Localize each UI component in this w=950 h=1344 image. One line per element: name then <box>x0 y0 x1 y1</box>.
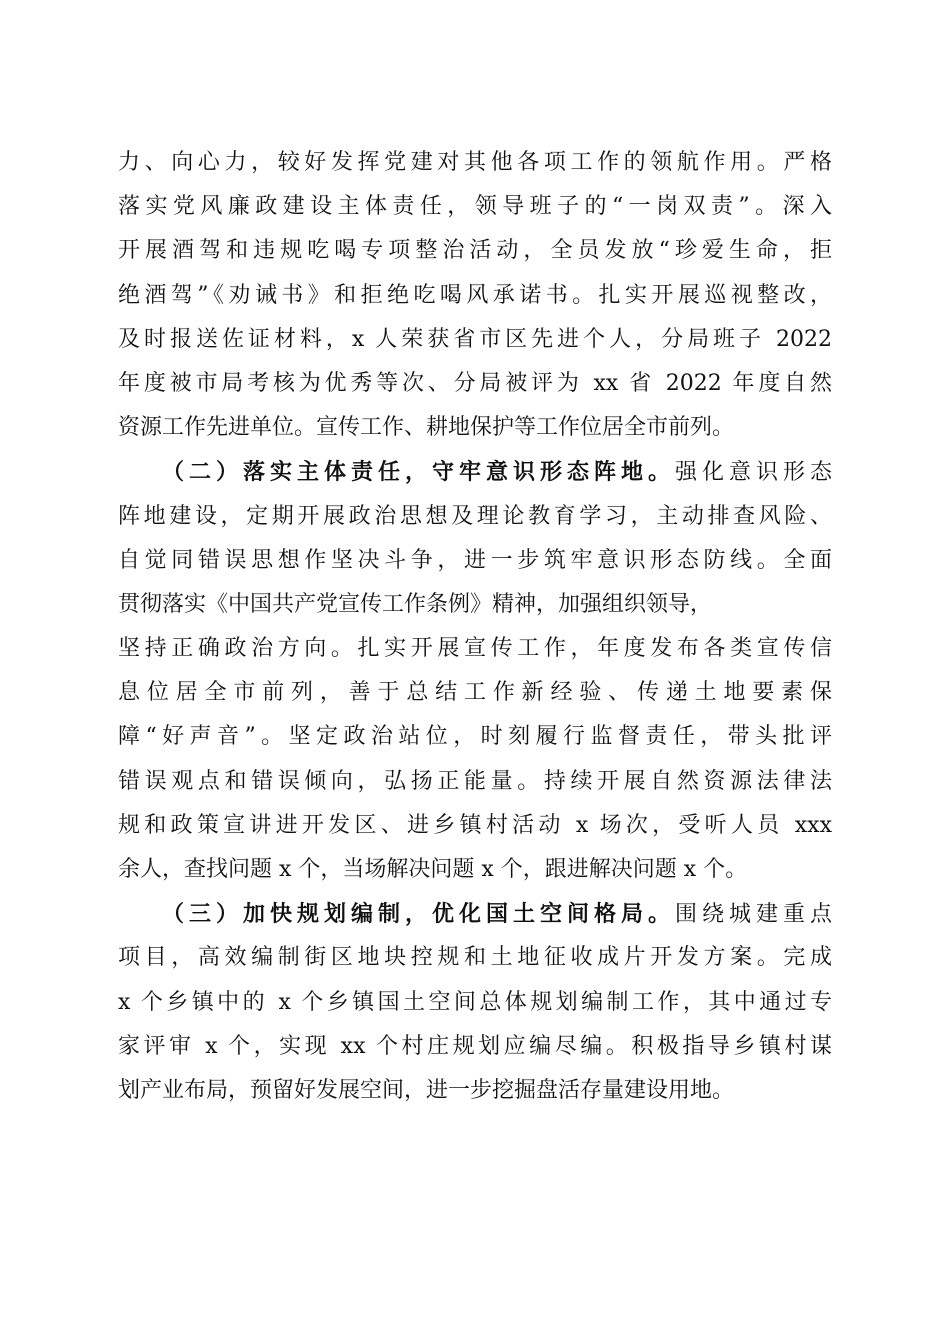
text-line: 坚持正确政治方向。扎实开展宣传工作，年度发布各类宣传信 <box>118 636 832 662</box>
text-line: 余人，查找问题 x 个，当场解决问题 x 个，跟进解决问题 x 个。 <box>118 857 748 882</box>
section-heading: （三）加快规划编制，优化国土空间格局。 <box>162 901 675 928</box>
text-line: 年度被市局考核为优秀等次、分局被评为 xx 省 2022 年度自然 <box>118 370 832 396</box>
text-line: 及时报送佐证材料，x 人荣获省市区先进个人，分局班子 2022 <box>118 326 832 352</box>
text-line: 资源工作先进单位。宣传工作、耕地保护等工作位居全市前列。 <box>118 415 735 441</box>
paragraph-1 <box>118 141 832 450</box>
document-body <box>118 141 832 1113</box>
text-line: x 个乡镇中的 x 个乡镇国土空间总体规划编制工作，其中通过专 <box>118 989 832 1015</box>
text-line: 阵地建设，定期开展政治思想及理论教育学习，主动排查风险、 <box>118 503 832 529</box>
text-line <box>118 450 832 494</box>
section-heading-rest: 围绕城建重点 <box>674 902 832 928</box>
text-line: 家评审 x 个，实现 xx 个村庄规划应编尽编。积极指导乡镇村谋 <box>118 1033 832 1059</box>
text-line: 项目，高效编制街区地块控规和土地征收成片开发方案。完成 <box>118 945 832 971</box>
section-heading-rest: 强化意识形态 <box>674 460 832 486</box>
text-line: 绝酒驾”《劝诫书》和拒绝吃喝风承诺书。扎实开展巡视整改， <box>118 282 832 308</box>
section-heading: （二）落实主体责任，守牢意识形态阵地。 <box>162 459 675 486</box>
paragraph-3 <box>118 892 832 1113</box>
text-line: 划产业布局，预留好发展空间，进一步挖掘盘活存量建设用地。 <box>118 1077 735 1103</box>
text-line: 息位居全市前列，善于总结工作新经验、传递土地要素保 <box>118 680 832 706</box>
text-line <box>118 892 832 936</box>
text-line: 错误观点和错误倾向，弘扬正能量。持续开展自然资源法律法 <box>118 768 832 794</box>
paragraph-2 <box>118 450 832 892</box>
text-line: 力、向心力，较好发挥党建对其他各项工作的领航作用。严格 <box>118 150 832 175</box>
text-line: 落实党风廉政建设主体责任，领导班子的“一岗双责”。深入 <box>118 194 832 220</box>
text-line: 障“好声音”。坚定政治站位，时刻履行监督责任，带头批评 <box>118 724 832 750</box>
text-line: 规和政策宣讲进开发区、进乡镇村活动 x 场次，受听人员 xxx <box>118 812 832 838</box>
text-line: 自觉同错误思想作坚决斗争，进一步筑牢意识形态防线。全面 <box>118 547 832 573</box>
text-line: 贯彻落实《中国共产党宣传工作条例》精神，加强组织领导， <box>118 591 713 617</box>
text-line: 开展酒驾和违规吃喝专项整治活动，全员发放“珍爱生命，拒 <box>118 238 832 264</box>
